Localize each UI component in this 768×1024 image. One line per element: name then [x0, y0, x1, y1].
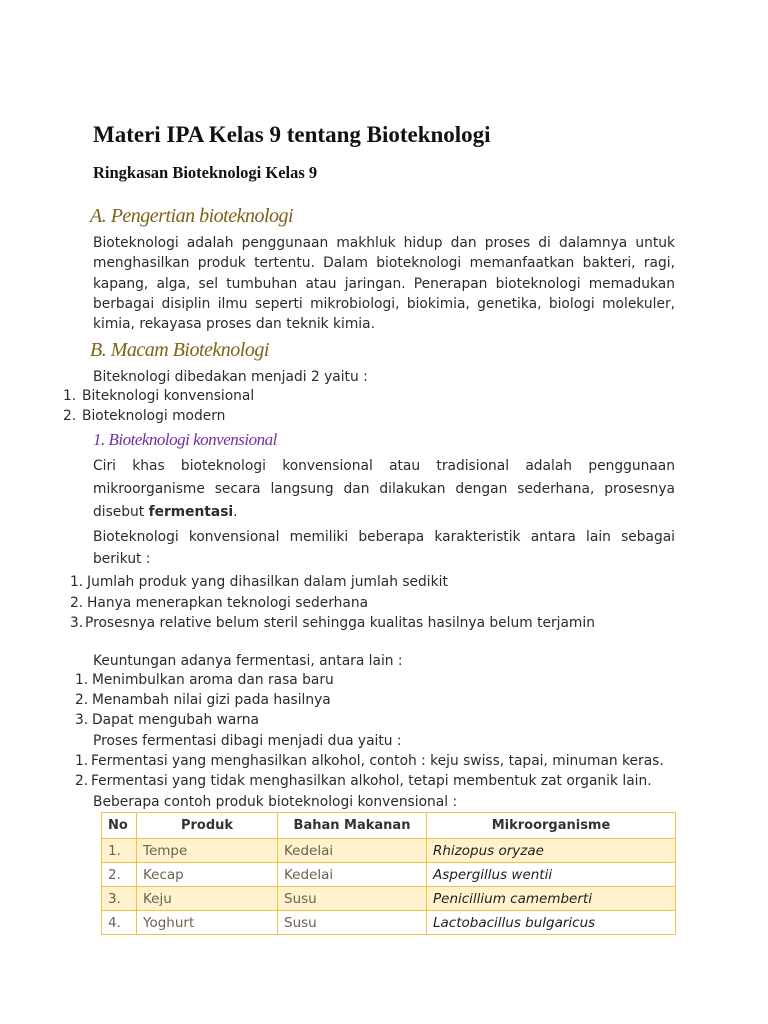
paragraph-line: menghasilkan produk tertentu. Dalam bioteknologi memanfaatkan bakteri, ragi,	[93, 255, 675, 272]
types-intro: Biteknologi dibedakan menjadi 2 yaitu :	[93, 369, 368, 385]
list-text: Jumlah produk yang dihasilkan dalam jumlah sedikit	[87, 574, 448, 590]
paragraph-line: kapang, alga, sel tumbuhan atau jaringan. Penerapan bioteknologi memadukan	[93, 275, 675, 292]
list-item	[75, 751, 664, 771]
list-item	[70, 572, 595, 593]
table-body	[102, 839, 676, 935]
table-row	[102, 887, 676, 911]
list-number: 2.	[70, 594, 84, 611]
list-number: 1.	[75, 672, 89, 688]
list-item	[63, 386, 254, 406]
paragraph-line: Bioteknologi adalah penggunaan makhluk hidup dan proses di dalamnya untuk	[93, 235, 675, 251]
ciri-khas-paragraph	[93, 455, 675, 524]
products-table	[101, 812, 676, 935]
list-item	[75, 690, 334, 710]
paragraph-line: Ciri khas bioteknologi konvensional atau tradisional adalah penggunaan	[93, 458, 675, 474]
list-number: 1.	[70, 574, 84, 590]
definition-paragraph	[93, 233, 675, 334]
paragraph-line	[93, 501, 675, 524]
page-subtitle: Ringkasan Bioteknologi Kelas 9	[93, 163, 318, 182]
list-text: Fermentasi yang menghasilkan alkohol, contoh : keju swiss, tapai, minuman keras.	[91, 753, 664, 769]
table-row	[102, 839, 676, 863]
list-number: 3.	[70, 615, 84, 631]
list-number: 2.	[63, 408, 77, 424]
paragraph-line: Bioteknologi konvensional memiliki beberapa karakteristik antara lain sebagai	[93, 529, 675, 545]
list-number: 1.	[75, 753, 89, 769]
table-cell: 3.	[102, 887, 137, 911]
list-text: Fermentasi yang tidak menghasilkan alkohol, tetapi membentuk zat organik lain.	[91, 773, 652, 789]
paragraph-line: berbagai disiplin ilmu seperti mikrobiologi, biokimia, genetika, biologi molekuler,	[93, 295, 675, 312]
section-heading-b: B. Macam Bioteknologi	[90, 339, 269, 361]
table-header-cell: Mikroorganisme	[427, 813, 676, 839]
table-cell: Susu	[278, 911, 427, 935]
list-number: 3.	[75, 712, 89, 728]
table-cell: Susu	[278, 887, 427, 911]
table-cell: Lactobacillus bulgaricus	[427, 911, 676, 935]
bold-term: fermentasi	[148, 504, 234, 520]
table-cell: Penicillium camemberti	[427, 887, 676, 911]
paragraph-line: kimia, rekayasa proses dan teknik kimia.	[93, 316, 375, 332]
subsection-heading-konvensional: 1. Bioteknologi konvensional	[93, 430, 277, 449]
list-text: Prosesnya relative belum steril sehingga kualitas hasilnya belum terjamin	[85, 615, 595, 631]
table-cell: Kedelai	[278, 839, 427, 863]
table-cell: 4.	[102, 911, 137, 935]
table-header-cell: Bahan Makanan	[278, 813, 427, 839]
list-item	[70, 593, 595, 614]
keuntungan-intro: Keuntungan adanya fermentasi, antara lain :	[93, 653, 403, 669]
list-number: 2.	[75, 692, 89, 708]
table-cell: Rhizopus oryzae	[427, 839, 676, 863]
list-item	[75, 710, 334, 730]
list-item	[63, 406, 254, 426]
proses-list	[75, 751, 664, 791]
table-cell: Keju	[137, 887, 278, 911]
karakteristik-list	[70, 572, 595, 634]
table-row	[102, 863, 676, 887]
list-text: Menambah nilai gizi pada hasilnya	[92, 692, 331, 708]
list-text: Dapat mengubah warna	[92, 712, 259, 728]
list-item	[75, 670, 334, 690]
table-cell: Kedelai	[278, 863, 427, 887]
contoh-intro: Beberapa contoh produk bioteknologi konvensional :	[93, 794, 458, 810]
text-fragment: disebut	[93, 504, 149, 520]
table-header-cell: No	[102, 813, 137, 839]
table-cell: 2.	[102, 863, 137, 887]
list-number: 2.	[75, 773, 89, 789]
list-item	[75, 771, 664, 791]
list-text: Biteknologi konvensional	[82, 388, 255, 404]
page-title: Materi IPA Kelas 9 tentang Bioteknologi	[93, 122, 491, 147]
table-header-row	[102, 813, 676, 839]
proses-intro: Proses fermentasi dibagi menjadi dua yaitu :	[93, 733, 402, 749]
karakteristik-paragraph	[93, 526, 675, 570]
paragraph-line: mikroorganisme secara langsung dan dilakukan dengan sederhana, prosesnya	[93, 481, 675, 497]
list-text: Hanya menerapkan teknologi sederhana	[87, 594, 369, 611]
table-cell: Aspergillus wentii	[427, 863, 676, 887]
table-cell: 1.	[102, 839, 137, 863]
table-cell: Kecap	[137, 863, 278, 887]
list-item	[70, 613, 595, 634]
list-text: Bioteknologi modern	[82, 408, 226, 424]
section-heading-a: A. Pengertian bioteknologi	[90, 205, 294, 227]
list-number: 1.	[63, 388, 77, 404]
paragraph-line: berikut :	[93, 551, 151, 567]
table-head	[102, 813, 676, 839]
types-list	[63, 386, 254, 426]
table-row	[102, 911, 676, 935]
list-text: Menimbulkan aroma dan rasa baru	[92, 672, 334, 688]
table-cell: Yoghurt	[137, 911, 278, 935]
table-cell: Tempe	[137, 839, 278, 863]
keuntungan-list	[75, 670, 334, 730]
text-fragment: .	[233, 504, 238, 520]
table-header-cell: Produk	[137, 813, 278, 839]
